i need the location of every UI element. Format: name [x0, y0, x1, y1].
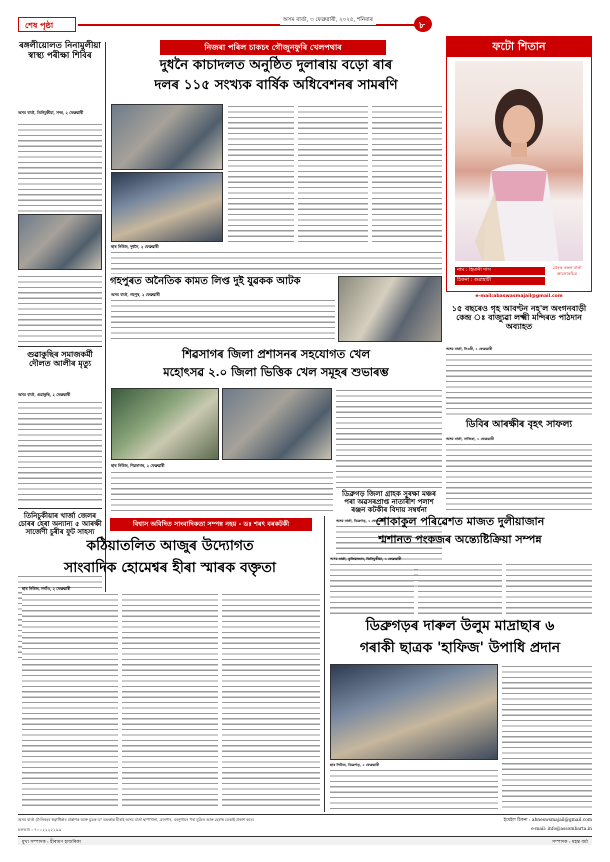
bottom-left-col2 [122, 592, 218, 810]
left-story2-body [18, 400, 102, 504]
funeral-byline: অসম বাৰ্তা, ডুলিয়াজান, তিনিচুকীয়া, ২ ফেব্ৰুৱাৰী [330, 557, 402, 561]
bottom-left-byline: ছাৰ নিউজ, নগাঁও, ২ ফেব্ৰুৱাৰী [22, 586, 71, 591]
lead-body-col2 [228, 104, 294, 242]
portrait-figure [455, 61, 583, 261]
digital-body [446, 442, 592, 512]
sivasagar-photo-1 [111, 388, 219, 460]
funeral-body-1 [330, 562, 414, 614]
lead-headline-2: দলৰ ১১৫ সংখ্যক বাৰ্ষিক অধিবেশনৰ সামৰণি [154, 77, 398, 93]
bottom-left-banner: বিশ্বাস অবিদিত সাংবাদিকতা সম্পন্ন নহয় - ডঃ শৰৎ বৰকটকী [110, 518, 312, 531]
lead-body-bottom [111, 250, 442, 274]
column-rule-left [105, 42, 106, 614]
left-divider2 [18, 508, 102, 509]
lead-body-col3 [298, 104, 368, 242]
lead-body-col4 [372, 104, 442, 242]
sender-label: প্ৰেৰক ৰঞ্জন বাৰ্তা আলোকচিত্ৰ [552, 265, 582, 276]
left-story2-byline: অসম বাৰ্তা, গুৱাকুছি, ২ ফেব্ৰুৱাৰী [18, 392, 71, 397]
lead-photo-2 [111, 172, 223, 242]
left-story1-body2 [18, 274, 102, 344]
left-story2-headline: গুৱাকুছিৰ সমাজকৰ্মী দৌলত আলীৰ মৃত্যু [27, 349, 93, 369]
left-story1-photo [18, 214, 102, 270]
left-story1-byline: অসম বাৰ্তা, তিনিচুকীয়া, সদৰ, ২ ফেব্ৰুৱাৰী [18, 110, 84, 115]
footer [18, 817, 592, 845]
gahpur-headline: গহপুৰত অনৈতিক কামত লিপ্ত দুই যুৱকক আটক [110, 276, 301, 287]
bottom-left-headline-2: সাংবাদিক হোমেশ্বৰ হীৰা স্মাৰক বক্তৃতা [64, 560, 276, 576]
lead-kicker: নিজৰা পৰিল চাকচং গৌজুনফুৰি খেলপথাৰ [160, 40, 386, 55]
footer-news-editor: সম্পাদক : মহন্ত বৰ্মা [552, 840, 588, 845]
lakshmi-body [446, 352, 592, 418]
sivasagar-body [111, 470, 333, 514]
digital-byline: অসম বাৰ্তা, নাজিৰা, ২ ফেব্ৰুৱাৰী [446, 437, 494, 441]
sivasagar-photo-2 [222, 388, 332, 460]
dibrugarh-headline: ডিব্ৰুগড় জিলা গ্ৰাহক সুৰক্ষা মঞ্চৰ পৰা অৱসৰপ্ৰাপ্ত নাতাৰীশ পলাশ ৰঞ্জন কটকীৰ বিদায় সম্বৰ্ধনা [342, 489, 436, 515]
footer-email2: e-mail: info@assombarta.in [531, 827, 592, 832]
footer-email1: ইমেইল ঠিকনা : abneswsmajail@gmail.com [503, 818, 592, 823]
left-divider1 [18, 346, 102, 347]
footer-editor: মুখ্য সম্পাদক : হীৰামণ হাজৰিকা [22, 840, 81, 845]
lead-headline-1: দুধনৈ কাচাদলত অনুষ্ঠিত দুলাৰায় বড়ো ৰাৰ [159, 57, 393, 73]
funeral-body-3 [506, 562, 592, 614]
name-label: নাম : হিমানী দাস [455, 267, 545, 275]
left-story3-headline: তিনিচুকীয়াৰ খাৰ্জা জেলৰ চোৰৰ হেৰা অন্যান্য ৫ আৰক্ষী সাৰ্জেণী চুৰীৰ ফুট সাহস্য [18, 511, 102, 537]
photo-corner-title: ফটো শিতান [447, 37, 591, 57]
footer-editor-bar [18, 836, 592, 845]
section-tab-label: শেষ পৃষ্ঠা [25, 21, 54, 30]
lead-photo [111, 104, 223, 170]
footer-phone: চলভাষ : ৭০০২২২২২৯৯ [18, 827, 62, 832]
bottom-left-col1 [22, 592, 118, 810]
left-story1-headline: ৰঙ্গলীয়োলত নিনামুলীয়া স্বাস্থ্য পৰীক্ষা শিবিৰ [19, 41, 101, 61]
place-label: ঠিকনা : গুৱাহাটী [455, 277, 545, 285]
madrasa-body [330, 768, 498, 810]
section-tab [18, 17, 76, 32]
sivasagar-byline: ছাৰ নিউজ, শিৱসাগৰ, ২ ফেব্ৰুৱাৰী [111, 463, 165, 468]
madrasa-headline-2: গৰাকী ছাত্ৰক 'হাফিজ' উপাধি প্ৰদান [359, 640, 561, 656]
page-number: ৮ [419, 21, 425, 31]
photo-email: e-mail:abaswasmajail@gmail.com [475, 294, 563, 299]
lakshmi-headline: ১৫ বছৰেও গৃহ আবণ্টন নহ'ল অংগনবাড়ী কেন্দ্ৰ ঃ বাজ্যুৱা লক্ষ্মী মন্দিৰত পাঠদান অব্যাহত [451, 303, 587, 332]
gahpur-byline: অসম বাৰ্তা, গহপুৰ, ২ ফেব্ৰুৱাৰী [111, 292, 160, 297]
digital-headline: ডিবিৰ আৰক্ষীৰ বৃহৎ সাফল্য [465, 419, 573, 430]
column-rule-mid [324, 516, 325, 812]
portrait-photo [455, 61, 583, 261]
lead-byline: ছাৰ নিউজ, দুধনৈ, ২ ফেব্ৰুৱাৰী [111, 244, 159, 249]
madrasa-byline: ছাৰ নিউজ, ডিব্ৰুগড়, ২ ফেব্ৰুৱাৰী [330, 763, 380, 767]
funeral-headline-1: শোকাকুল পৰিৱেশত মাজত দুলীয়াজান [375, 515, 545, 528]
dateline: অসম বাৰ্তা, ৩ ফেব্ৰুৱাৰী, ২০২৫, শনিবাৰ [280, 17, 376, 25]
bottom-left-col3 [222, 592, 320, 810]
sivasagar-headline-2: মহোৎসৱ ২.০ জিলা ভিত্তিক খেল সমূহৰ শুভাৰম্ভ [163, 365, 389, 379]
bottom-left-headline-1: কঠিয়াতলিত আজুৰ উদ্যোগত [86, 538, 254, 554]
dibrugarh-byline: অসম বাৰ্তা, ডিব্ৰুগড়, ২ ফেব্ৰুৱাৰী [336, 519, 385, 523]
madrasa-body-right [502, 664, 592, 810]
photo-corner-box [446, 36, 592, 292]
madrasa-photo [330, 664, 498, 760]
lakshmi-byline: অসম বাৰ্তা, নিওৰী, ২ ফেব্ৰুৱাৰী [446, 347, 493, 351]
sivasagar-headline-1: শিৱসাগৰ জিলা প্ৰশাসনৰ সহযোগত খেল [181, 347, 371, 361]
funeral-headline-2: শ্মশানত পংকজৰ অন্ত্যেষ্টিক্ৰিয়া সম্পন্ন [378, 533, 542, 546]
gahpur-body [111, 298, 335, 342]
madrasa-headline-1: ডিব্ৰুগড়ৰ দাৰুল উলুম মাদ্ৰাছাৰ ৬ [365, 618, 555, 634]
page-header [18, 15, 438, 37]
page-number-badge [414, 16, 432, 32]
funeral-body-2 [418, 562, 502, 614]
footer-rule [18, 814, 592, 815]
left-story1-body [18, 122, 102, 212]
gahpur-photo [338, 276, 442, 342]
footer-line1: অসম বাৰ্তা (দৈনিক)ৰ স্বত্বাধিকাৰ প্ৰকাশক আৰু মুদ্ৰক ড° চন্দ্ৰকান্ত হীৰাই অসম বাৰ্তা ছাপাখানা, ব্ৰজপাৰ, বৰনুগামৰ পৰা মুদ্ৰিত আৰু হেৰাম্ব ডেকাই প্ৰকাশ কৰে। [18, 817, 254, 822]
sivasagar-body-right [336, 388, 442, 488]
